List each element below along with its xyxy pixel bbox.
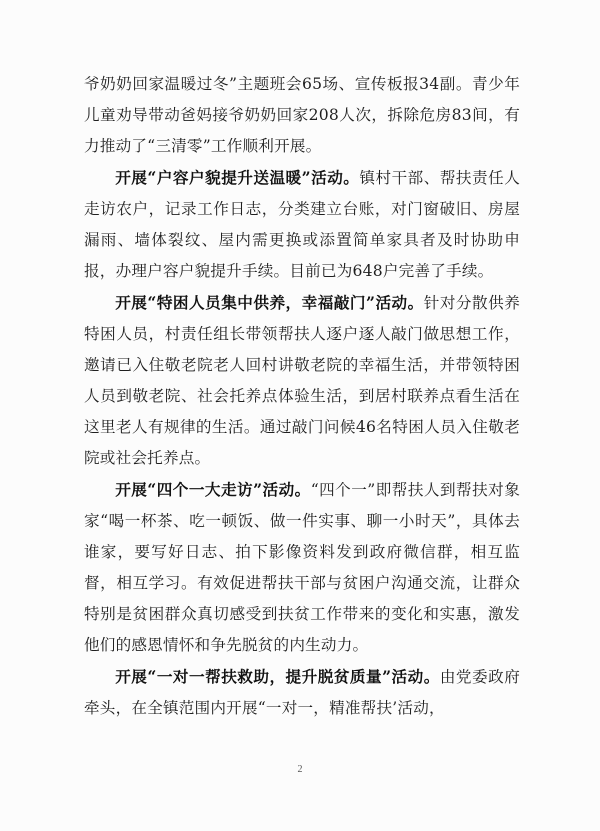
paragraph-special-hardship [84, 287, 520, 474]
paragraph-text: “四个一”即帮扶人到帮扶对象家“喝一杯茶、吃一顿饭、做一件实事、聊一小时天”，具体去谁家，要写好日志、拍下影像资料发到政府微信群，相互监督，相互学习。有效促进帮扶干部与贫困户沟通交流，让群众特别是贫困群众真切感受到扶贫工作带来的变化和实惠，激发他们的感恩情怀和争先脱贫的内生动力。 [84, 481, 520, 654]
paragraph-heading: 开展“四个一大走访”活动。 [115, 480, 311, 499]
paragraph-text: 镇村干部、帮扶责任人走访农户，记录工作日志，分类建立台账，对门窗破旧、房屋漏雨、墙体裂纹、屋内需更换或添置简单家具者及时协助申报，办理户容户貌提升手续。目前已为648户完善了手续。 [84, 169, 520, 280]
page-number: 2 [297, 764, 303, 775]
paragraph-heading: 开展“户容户貌提升送温暖”活动。 [115, 168, 360, 187]
paragraph-one-on-one-aid [84, 661, 520, 724]
paragraph-text: 由党委政府牵头，在全镇范围内开展“一对一，精准帮扶’活动， [84, 668, 520, 717]
paragraph-text: 爷奶奶回家温暖过冬”主题班会65场、宣传板报34副。青少年儿童劝导带动爸妈接爷奶奶回家208人次，拆除危房83间，有力推动了“三清零”工作顺利开展。 [84, 75, 520, 155]
document-body [84, 69, 520, 724]
paragraph-text: 针对分散供养特困人员，村责任组长带领帮扶人逐户逐人敲门做思想工作，邀请已入住敬老院老人回村讲敬老院的幸福生活，并带领特困人员到敬老院、社会托养点体验生活，到居村联养点看生活在这里老人有规律的生活。通过敲门问候46名特困人员入住敬老院或社会托养点。 [84, 294, 520, 467]
paragraph-heading: 开展“特困人员集中供养，幸福敲门”活动。 [115, 293, 424, 312]
paragraph-heading: 开展“一对一帮扶救助，提升脱贫质量”活动。 [115, 667, 440, 686]
paragraph-four-ones-visit [84, 474, 520, 661]
paragraph-continued [84, 69, 520, 162]
paragraph-household-appearance [84, 162, 520, 287]
